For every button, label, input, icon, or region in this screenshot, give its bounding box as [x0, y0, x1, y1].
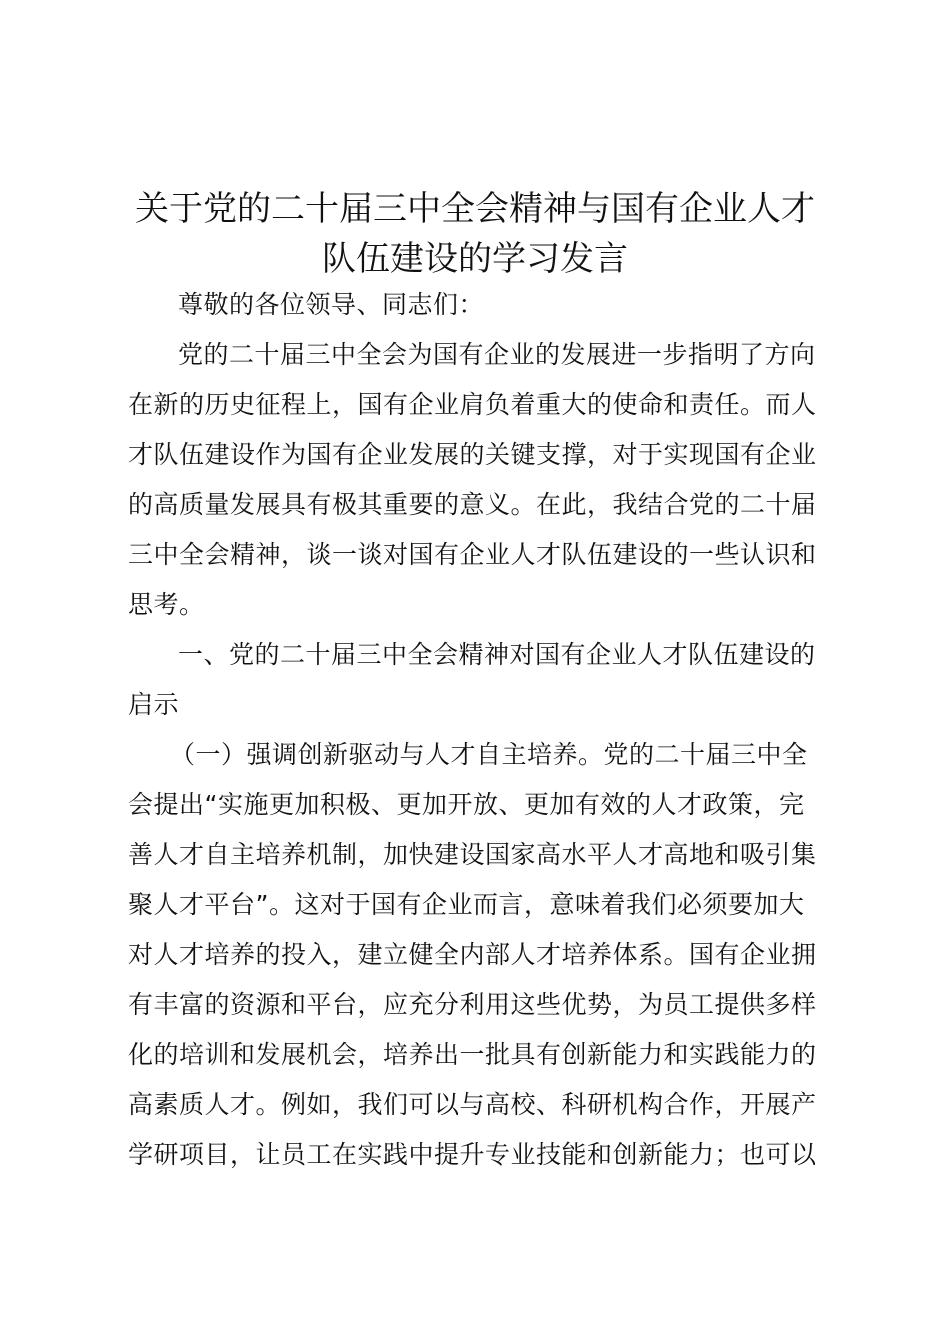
body-line: 化的培训和发展机会，培养出一批具有创新能力和实践能力的: [128, 1040, 817, 1069]
body-line: 在新的历史征程上，国有企业肩负着重大的使命和责任。而人: [128, 390, 817, 419]
salutation: 尊敬的各位领导、同志们：: [178, 290, 485, 319]
body-line: 聚人才平台”。这对于国有企业而言，意味着我们必须要加大: [128, 890, 805, 919]
section-heading: 一、党的二十届三中全会精神对国有企业人才队伍建设的: [178, 640, 816, 669]
body-line: 会提出“实施更加积极、更加开放、更加有效的人才政策，完: [128, 790, 805, 819]
body-line: 高素质人才。例如，我们可以与高校、科研机构合作，开展产: [128, 1090, 817, 1119]
body-line: 才队伍建设作为国有企业发展的关键支撑，对于实现国有企业: [128, 440, 817, 469]
body-line: 善人才自主培养机制，加快建设国家高水平人才高地和吸引集: [128, 840, 817, 869]
body-line: 党的二十届三中全会为国有企业的发展进一步指明了方向: [178, 340, 816, 369]
section-heading: 启示: [128, 690, 180, 719]
body-line: 三中全会精神，谈一谈对国有企业人才队伍建设的一些认识和: [128, 540, 817, 569]
body-line: 的高质量发展具有极其重要的意义。在此，我结合党的二十届: [128, 490, 817, 519]
body-line: 思考。: [128, 590, 205, 619]
document-title-line-1: 关于党的二十届三中全会精神与国有企业人才: [135, 189, 815, 229]
body-line: 有丰富的资源和平台，应充分利用这些优势，为员工提供多样: [128, 990, 817, 1019]
body-line: 对人才培养的投入，建立健全内部人才培养体系。国有企业拥: [128, 940, 817, 969]
body-line: （一）强调创新驱动与人才自主培养。党的二十届三中全: [170, 740, 808, 769]
document-title-line-2: 队伍建设的学习发言: [322, 239, 628, 279]
body-line: 学研项目，让员工在实践中提升专业技能和创新能力；也可以: [128, 1140, 817, 1169]
